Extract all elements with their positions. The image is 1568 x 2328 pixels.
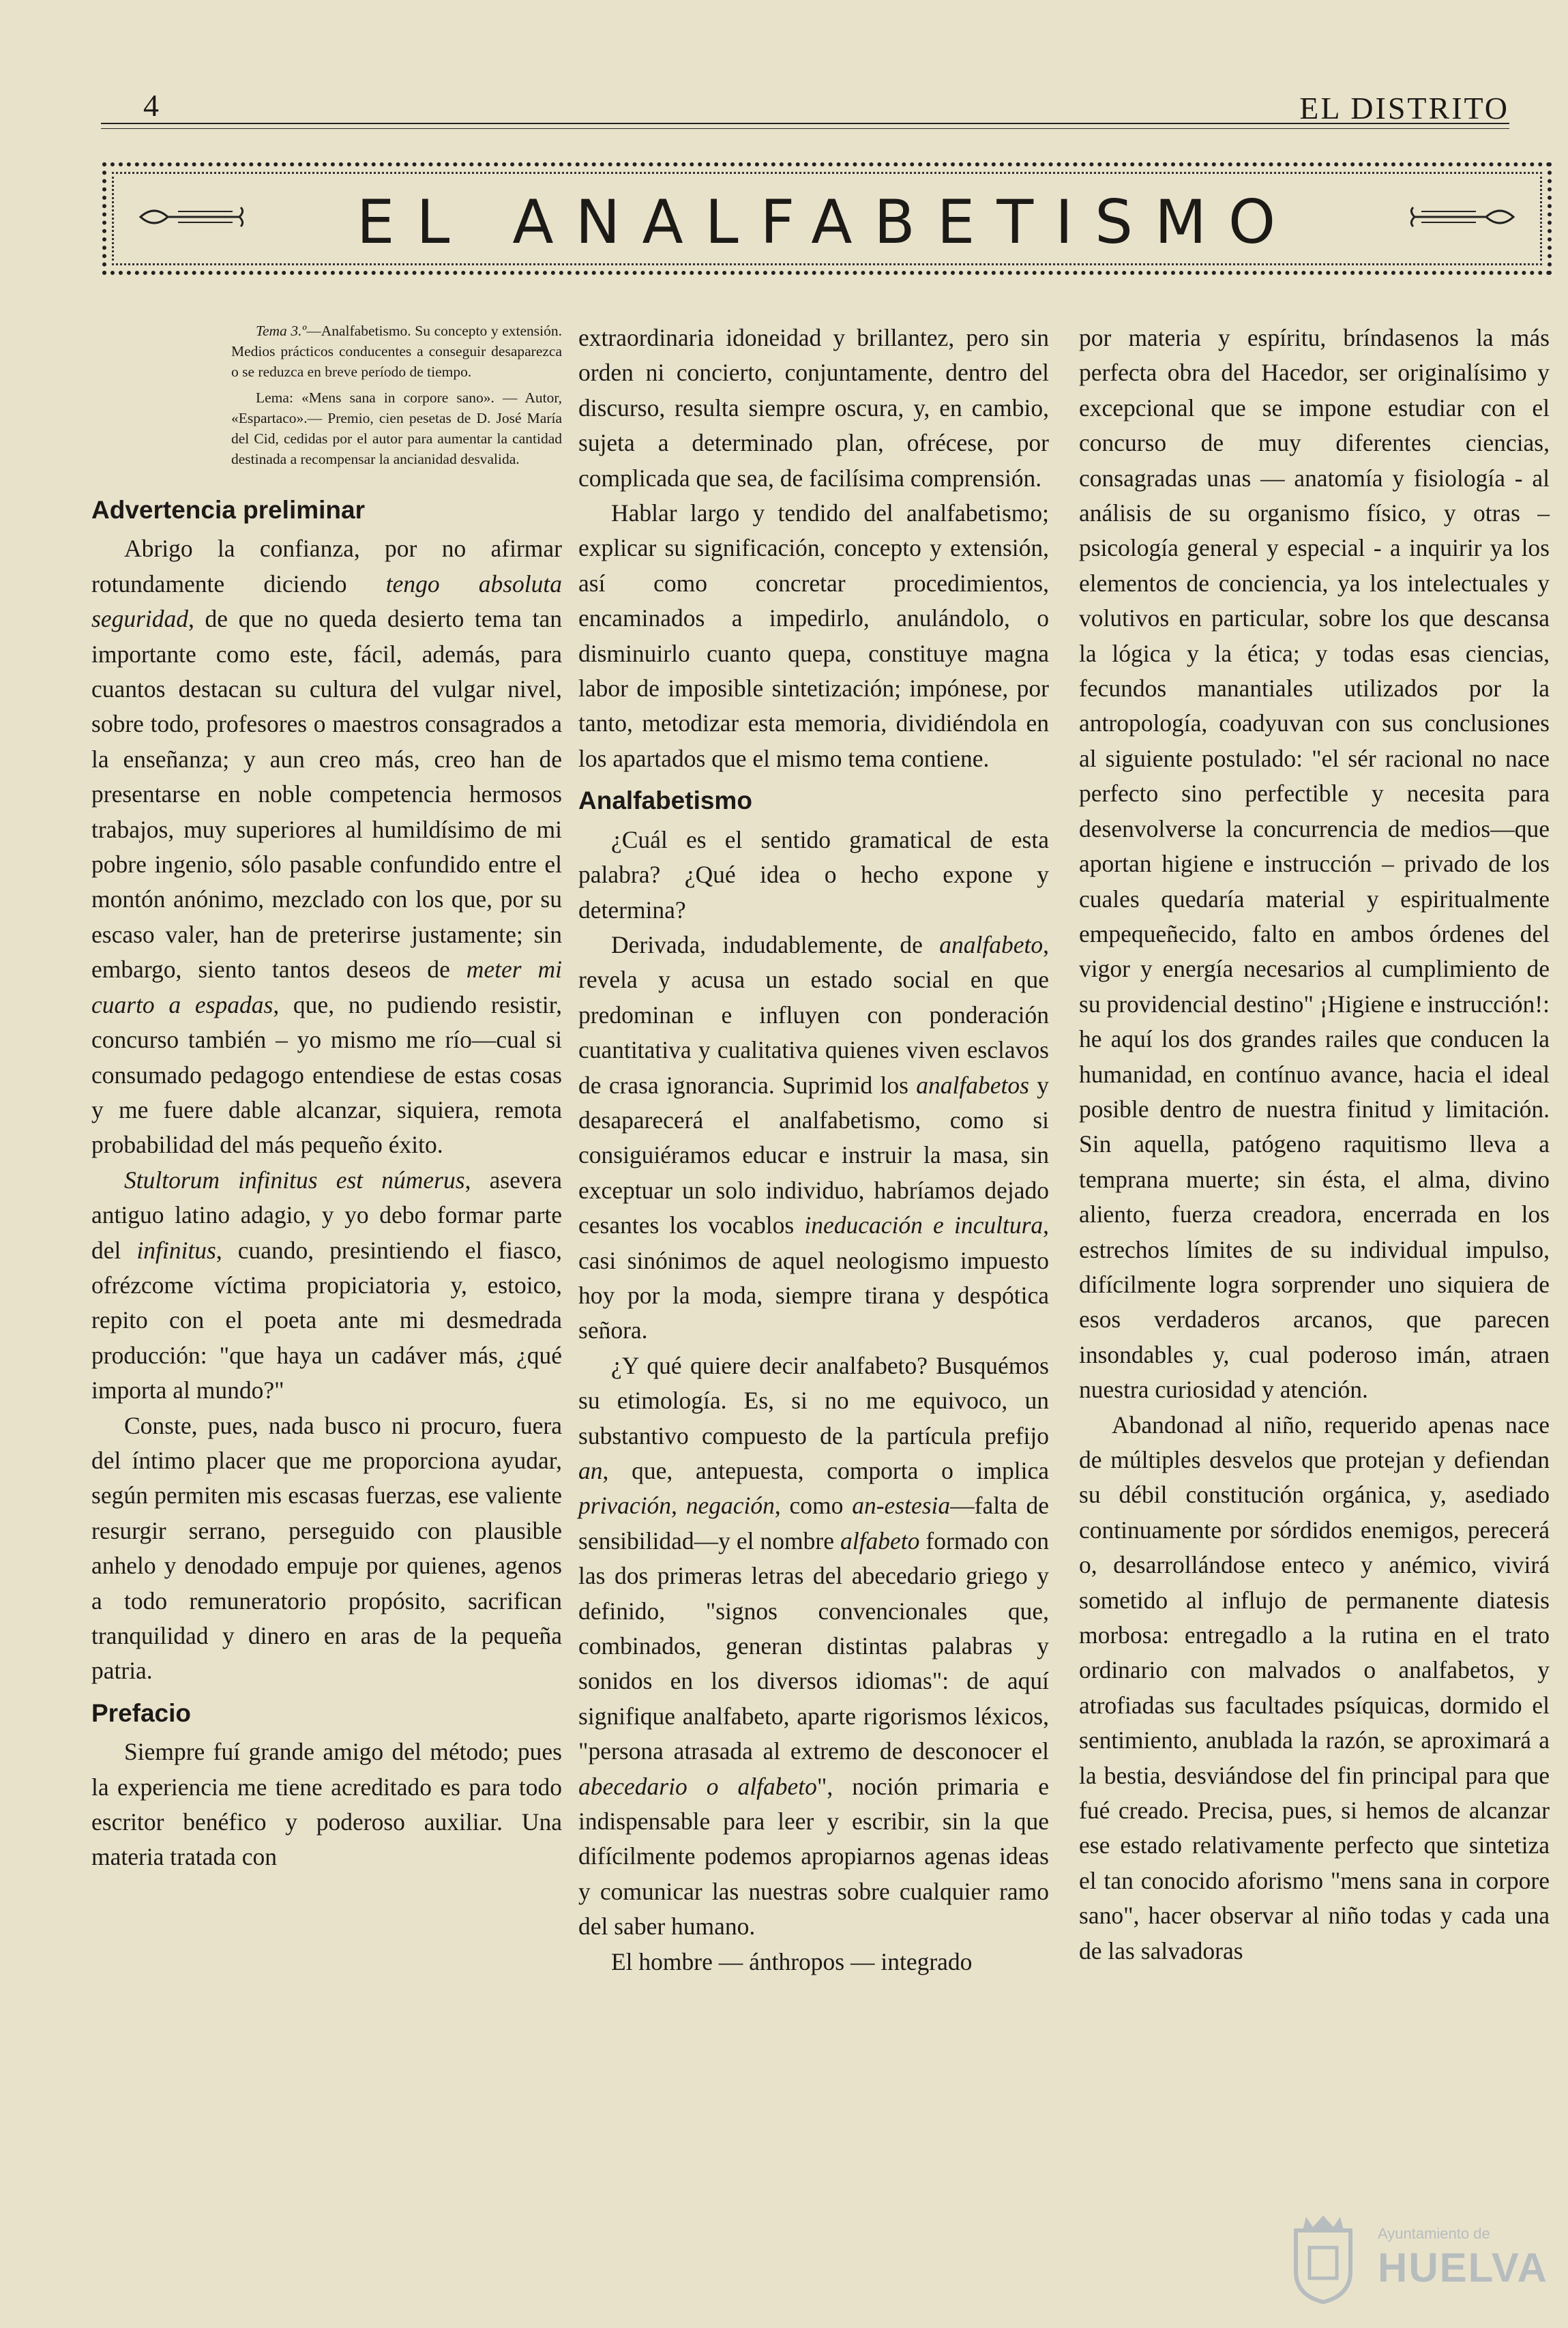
italic-text: ineducación e incultura bbox=[804, 1211, 1044, 1239]
italic-text: abecedario o alfabeto bbox=[578, 1772, 817, 1800]
text-run: —falta de sensibilidad—y el nombre bbox=[578, 1492, 1049, 1555]
text-run: Abrigo la confianza, por no afirmar rotundamente diciendo bbox=[91, 535, 562, 598]
text-run: , como bbox=[774, 1492, 853, 1520]
header-rule bbox=[101, 123, 1509, 124]
ornament-right-icon bbox=[1408, 203, 1517, 231]
section-heading-prefacio: Prefacio bbox=[91, 1698, 192, 1727]
paragraph: Hablar largo y tendido del analfabetismo; explicar su significación, concepto y extensión, así como concretar procedimientos, encaminados a impedirlo, anulándolo, o disminuirlo cuanto quepa, constituye magna labor de imposible sintetización; impónese, por tanto, metodizar esta memoria, dividiéndola en los apartados que el mismo tema contiene. bbox=[578, 499, 1049, 772]
journal-name: EL DISTRITO bbox=[1299, 91, 1509, 126]
text-run: ", noción primaria e indispensable para leer y escribir, sin la que difícilmente podemos apropiarnos agenas ideas y comunicar las nuestras sobre cualquier ramo del saber humano. bbox=[578, 1772, 1049, 1941]
italic-text: infinitus bbox=[136, 1236, 216, 1264]
epigraph-theme bbox=[231, 321, 562, 382]
text-run: , que, no pudiendo resistir, concurso también – yo mismo me río—cual si consumado pedagogo entendiese de estas cosas y me fuere dable alcanzar, siquiera, remota probabilidad del más pequeño éxito. bbox=[91, 990, 562, 1159]
section-heading-advertencia: Advertencia preliminar bbox=[91, 496, 365, 524]
paragraph: Siempre fuí grande amigo del método; pues la experiencia me tiene acreditado es para todo escritor benéfico y poderoso auxiliar. Una materia tratada con bbox=[91, 1738, 562, 1871]
page-number: 4 bbox=[143, 88, 159, 123]
italic-text: meter mi cuarto a espadas bbox=[91, 956, 562, 1018]
paragraph: por materia y espíritu, bríndasenos la más perfecta obra del Hacedor, ser originalísimo y excepcional que se impone estudiar con el concurso de muy diferentes ciencias, consagradas unas — anatomía y fisiología - al análisis de su organismo físico, y otras – psicología general y especial - a inquirir ya los elementos de conciencia, ya los intelectuales y volutivos en particular, sobre los que descansa la lógica y la ética; y todas esas ciencias, fecundos manantiales utilizados por la antropología, coadyuvan con sus conclusiones al siguiente postulado: "el sér racional no nace perfecto sino perfectible y necesita para desenvolverse la concurrencia de medios—que aportan higiene e instrucción – privado de los cuales quedaría material y espiritualmente empequeñecido, falto en ambos órdenes del vigor y energía necesarios al cumplimiento de su providencial destino" ¡Higiene e instrucción!: he aquí los dos grandes railes que conducen la humanidad, en contínuo avance, hacia el ideal posible dentro de nuestra finitud y limitación. Sin aquella, patógeno raquitismo lleva a temprana muerte; sin ésta, el alma, divino aliento, fuerza creadora, encerrada en los estrechos límites de su individual impulso, difícilmente logra sorprender uno siquiera de esos verdaderos arcanos, que parecen insondables y, cual poderoso imán, atraen nuestra curiosidad y atención. bbox=[1079, 324, 1550, 1404]
epigraph bbox=[91, 321, 562, 469]
page-header bbox=[101, 80, 1509, 128]
watermark-city: HUELVA bbox=[1378, 2245, 1548, 2290]
paragraph: Conste, pues, nada busco ni procuro, fuera del íntimo placer que me proporciona ayudar, según permiten mis escasas fuerzas, ese valiente resurgir serrano, perseguido con plausible anhelo y denodado empuje por quienes, agenos a todo remuneratorio propósito, sacrifican tranquilidad y dinero en aras de la pequeña patria. bbox=[91, 1411, 562, 1685]
italic-text: alfabeto bbox=[840, 1527, 920, 1555]
text-run: , asevera antiguo latino adagio, y yo debo formar parte del bbox=[91, 1166, 562, 1264]
epigraph-motto: Lema: «Mens sana in corpore sano». — Autor, «Espartaco».— Premio, cien pesetas de D. José María del Cid, cedidas por el autor para aumentar la cantidad destinada a recompensar la ancianidad desvalida. bbox=[231, 389, 562, 467]
watermark-subtitle: Ayuntamiento de bbox=[1378, 2225, 1490, 2242]
paragraph bbox=[578, 928, 1049, 1349]
italic-text: an-estesia bbox=[852, 1492, 951, 1520]
section-heading-analfabetismo: Analfabetismo bbox=[578, 786, 752, 815]
italic-text: analfabetos bbox=[916, 1071, 1029, 1099]
header-rule-thin bbox=[101, 128, 1509, 129]
column-3 bbox=[1079, 321, 1550, 1969]
epigraph-theme-text: —Analfabetismo. Su concepto y extensión. Medios prácticos conducentes a conseguir desaparezca o se reduzca en breve período de tiempo. bbox=[231, 323, 562, 380]
column-2 bbox=[578, 321, 1049, 1979]
article-title: EL ANALFABETISMO bbox=[356, 187, 1298, 257]
text-run: ¿Y qué quiere decir analfabeto? Busquémos su etimología. Es, si no me equivoco, un substantivo compuesto de la partícula prefijo bbox=[578, 1351, 1049, 1449]
text-run: y desaparecerá el analfabetismo, como si consiguiéramos educar e instruir la masa, sin exceptuar un solo individuo, habríamos dejado cesantes los vocablos bbox=[578, 1071, 1049, 1239]
paragraph: El hombre — ánthropos — integrado bbox=[611, 1947, 973, 1975]
column-1 bbox=[91, 321, 562, 1875]
epigraph-theme-label: Tema 3.º bbox=[256, 323, 307, 339]
title-banner bbox=[102, 162, 1552, 275]
italic-text: analfabeto bbox=[939, 930, 1044, 958]
city-seal-icon bbox=[1282, 2210, 1364, 2305]
archive-watermark bbox=[1282, 2210, 1548, 2312]
paragraph: extraordinaria idoneidad y brillantez, pero sin orden ni concierto, conjuntamente, dentro del discurso, resulta siempre oscura, y, en cambio, sujeta a determinado plan, ofrécese, por complicada que sea, de facilísima comprensión. bbox=[578, 324, 1049, 492]
paragraph bbox=[91, 1163, 562, 1409]
paragraph bbox=[91, 531, 562, 1162]
text-run: formado con las dos primeras letras del abecedario griego y definido, "signos convencionales que, combinados, generan distintas palabras y sonidos en los diversos idiomas": de aquí signifique analfabeto, aparte rigorismos léxicos, "persona atrasada al extremo de desconocer el bbox=[578, 1527, 1049, 1765]
text-run: , revela y acusa un estado social en que predominan e influyen con ponderación cuantitativa y cualitativa quienes viven esclavos de crasa ignorancia. Suprimid los bbox=[578, 930, 1049, 1099]
text-run: , casi sinónimos de aquel neologismo impuesto hoy por la moda, siempre tirana y despótica señora. bbox=[578, 1211, 1050, 1344]
text-run: , cuando, presintiendo el fiasco, ofrézcome víctima propiciatoria y, estoico, repito con el poeta ante mi desmedrada producción: "que haya un cadáver más, ¿qué importa al mundo?" bbox=[91, 1236, 562, 1404]
paragraph bbox=[578, 1349, 1049, 1945]
paragraph: Abandonad al niño, requerido apenas nace de múltiples desvelos que protejan y defiendan su débil constitución orgánica, y, asediado continuamente por sórdidos enemigos, perecerá o, desarrollándose enteco y anémico, vivirá sometido al influjo de permanente diatesis morbosa: entregadlo a la rutina en el trato ordinario con malvados o analfabetos, y atrofiadas sus facultades psíquicas, dormido el sentimiento, anublada la razón, se aproximará a la bestia, desviándose del fin principal para que fué creado. Precisa, pues, si hemos de alcanzar ese estado relativamente perfecto que sintetiza el tan conocido aforismo "mens sana in corpore sano", hacer observar al niño todas y cada una de las salvadoras bbox=[1079, 1411, 1550, 1964]
paragraph: ¿Cuál es el sentido gramatical de esta palabra? ¿Qué idea o hecho expone y determina? bbox=[578, 825, 1049, 924]
italic-text: tengo absoluta seguridad bbox=[91, 570, 562, 633]
italic-text: an bbox=[578, 1457, 603, 1484]
italic-text: Stultorum infinitus est númerus bbox=[124, 1166, 465, 1194]
italic-text: privación, negación bbox=[578, 1492, 775, 1520]
text-run: Derivada, indudablemente, de bbox=[611, 930, 940, 958]
text-run: , de que no queda desierto tema tan importante como este, fácil, además, para cuantos destacan su cultura del vulgar nivel, sobre todo, profesores o maestros consagrados a la enseñanza; y aun creo más, creo han de presentarse en noble competencia hermosos trabajos, muy superiores al humildísimo de mi pobre ingenio, sólo pasable confundido entre el montón anónimo, mezclado con los que, por su escaso valer, han de preterirse justamente; sin embargo, siento tantos deseos de bbox=[91, 605, 562, 984]
text-run: , que, antepuesta, comporta o implica bbox=[602, 1457, 1049, 1484]
